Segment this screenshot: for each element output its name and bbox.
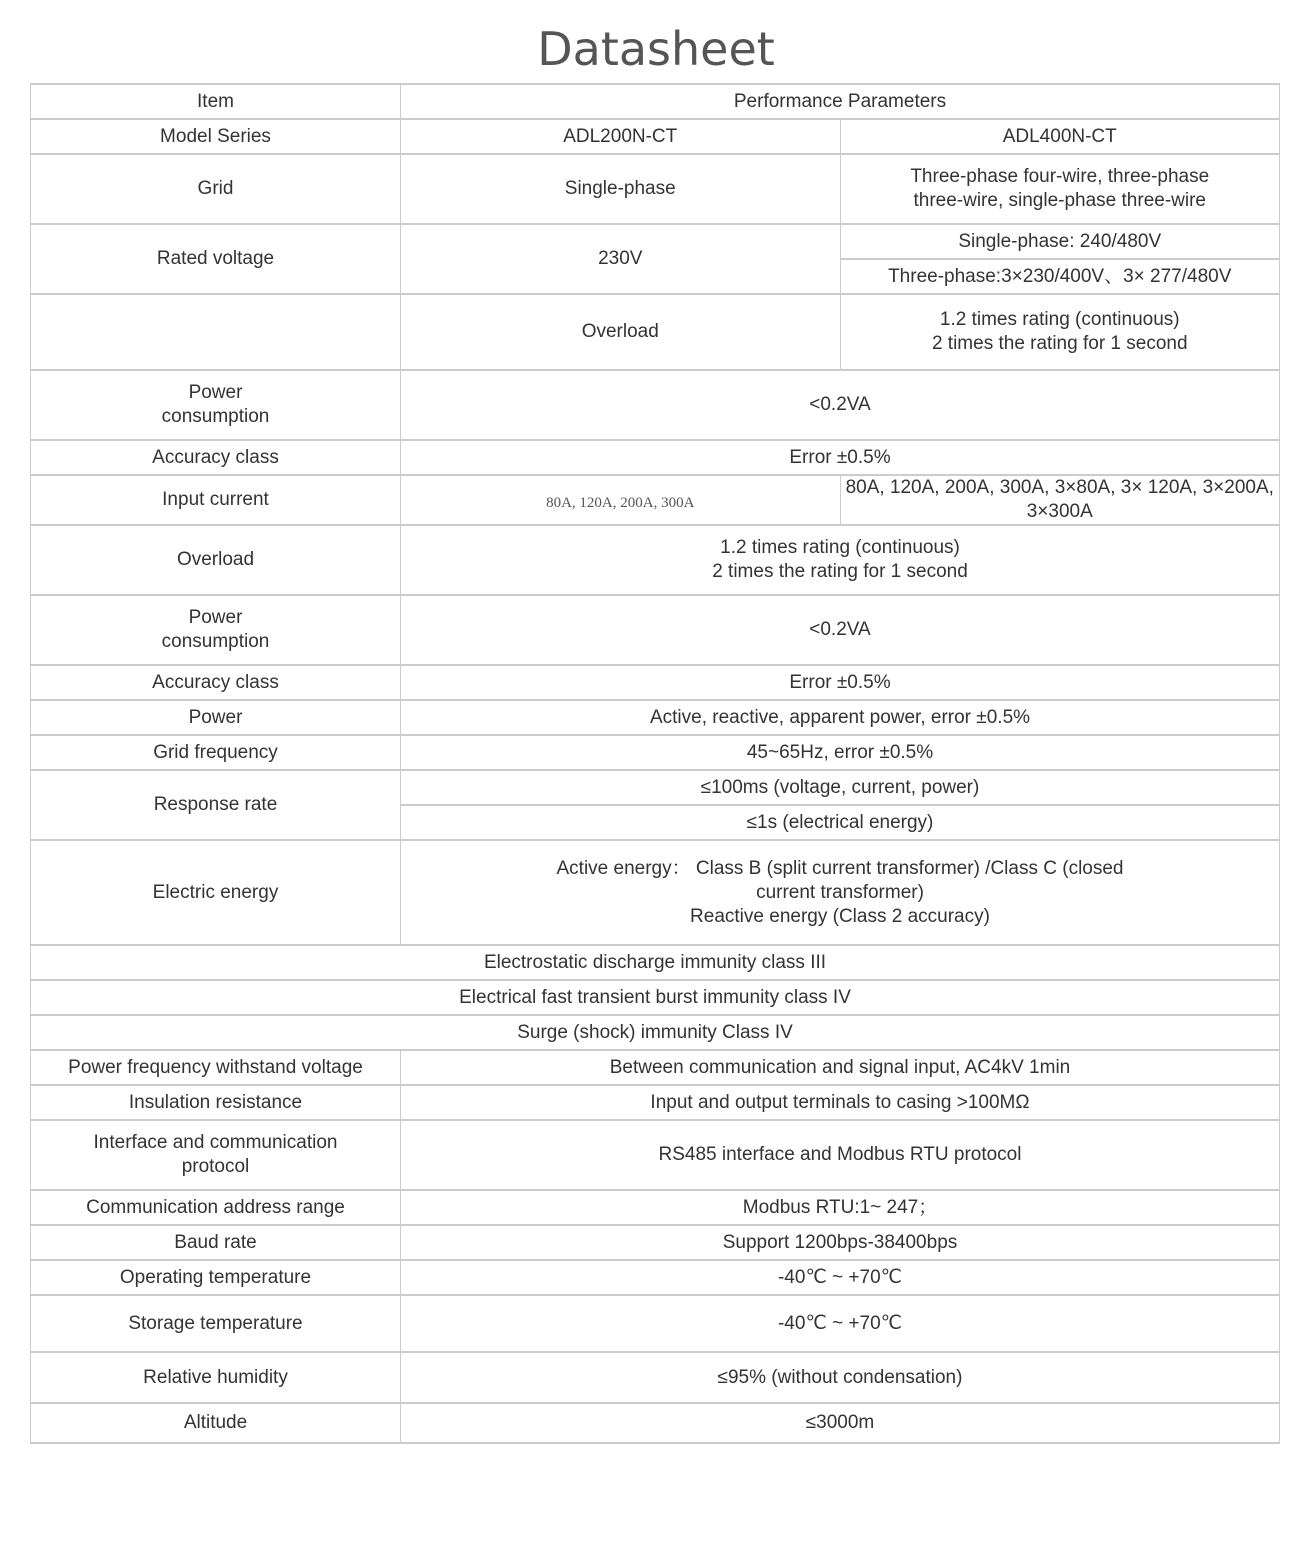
row-label: Model Series [31,119,401,154]
row-label: Accuracy class [31,665,401,700]
row-label: Grid [31,154,401,224]
row-label-text: Interface and communication protocol [93,1132,338,1177]
table-row-overload-current [31,525,1280,595]
row-label: Relative humidity [31,1352,401,1403]
table-row-model [31,119,1280,154]
row-value: Support 1200bps-38400bps [401,1225,1280,1260]
rated-voltage-adl200: 230V [401,224,841,294]
row-label: Insulation resistance [31,1085,401,1120]
row-value: <0.2VA [401,595,1280,665]
table-row-power-consumption-v [31,370,1280,440]
row-label: Operating temperature [31,1260,401,1295]
row-label: Accuracy class [31,440,401,475]
row-label: Overload [31,525,401,595]
row-label: Baud rate [31,1225,401,1260]
row-value [401,525,1280,595]
overload-line-1: 1.2 times rating (continuous) [939,309,1180,330]
header-item: Item [31,84,401,119]
row-value: RS485 interface and Modbus RTU protocol [401,1120,1280,1190]
row-value: Between communication and signal input, AC4kV 1min [401,1050,1280,1085]
row-value: Error ±0.5% [401,665,1280,700]
header-params: Performance Parameters [401,84,1280,119]
row-label [31,294,401,370]
electric-energy-line-1: Active energy： Class B (split current transformer) /Class C (closed current transformer) [556,857,1124,903]
row-value [401,840,1280,945]
row-value: ≤3000m [401,1403,1280,1443]
page-title: Datasheet [537,22,775,76]
input-current-adl200 [401,475,841,525]
row-label: Rated voltage [31,224,401,294]
row-value: Modbus RTU:1~ 247； [401,1190,1280,1225]
table-row-grid [31,154,1280,224]
row-value: Active, reactive, apparent power, error ±0.5% [401,700,1280,735]
emc-surge: Surge (shock) immunity Class IV [31,1015,1280,1050]
row-value: -40℃ ~ +70℃ [401,1260,1280,1295]
grid-adl400 [840,154,1280,224]
table-row-accuracy-i [31,665,1280,700]
table-row [31,1225,1280,1260]
overload-value [840,294,1280,370]
table-row [31,1260,1280,1295]
row-value: 45~65Hz, error ±0.5% [401,735,1280,770]
overload-current-line-2: 2 times the rating for 1 second [712,561,968,582]
table-row-accuracy-v [31,440,1280,475]
row-label: Altitude [31,1403,401,1443]
table-row-emc [31,945,1280,980]
grid-adl200: Single-phase [401,154,841,224]
row-label: Storage temperature [31,1295,401,1352]
datasheet-table [30,83,1280,1444]
electric-energy-line-2: Reactive energy (Class 2 accuracy) [690,905,990,927]
table-row [31,1352,1280,1403]
model-adl200: ADL200N-CT [401,119,841,154]
row-label: Electric energy [31,840,401,945]
row-value: Input and output terminals to casing >100MΩ [401,1085,1280,1120]
table-row-emc [31,1015,1280,1050]
row-value: ≤95% (without condensation) [401,1352,1280,1403]
row-label: Power [31,700,401,735]
row-value: <0.2VA [401,370,1280,440]
table-header-row [31,84,1280,119]
row-value: Error ±0.5% [401,440,1280,475]
table-row-electric-energy [31,840,1280,945]
grid-adl400-text: Three-phase four-wire, three-phase three-wire, single-phase three-wire [910,166,1210,211]
row-label: Response rate [31,770,401,840]
table-row [31,1295,1280,1352]
row-label [31,370,401,440]
row-label [31,595,401,665]
table-row-input-current [31,475,1280,525]
rated-voltage-three: Three-phase:3×230/400V、3× 277/480V [840,259,1280,294]
input-current-adl200-text: 80A, 120A, 200A, 300A [546,494,695,511]
row-label-text: Power consumption [161,382,270,427]
table-row-rated-voltage [31,224,1280,259]
table-row-grid-frequency [31,735,1280,770]
table-row-response-rate [31,770,1280,805]
row-label-text: Power consumption [161,607,270,652]
row-label [31,1120,401,1190]
overload-line-2: 2 times the rating for 1 second [931,333,1188,354]
table-row-overload-voltage [31,294,1280,370]
overload-label: Overload [401,294,841,370]
rated-voltage-single: Single-phase: 240/480V [840,224,1280,259]
table-row [31,1050,1280,1085]
emc-esd: Electrostatic discharge immunity class III [31,945,1280,980]
response-rate-2: ≤1s (electrical energy) [401,805,1280,840]
row-label: Grid frequency [31,735,401,770]
row-label: Input current [31,475,401,525]
table-row-power [31,700,1280,735]
row-label: Power frequency withstand voltage [31,1050,401,1085]
table-row [31,1403,1280,1443]
model-adl400: ADL400N-CT [840,119,1280,154]
table-row [31,1120,1280,1190]
table-row [31,1190,1280,1225]
table-row-emc [31,980,1280,1015]
overload-current-line-1: 1.2 times rating (continuous) [720,537,960,558]
table-row [31,1085,1280,1120]
input-current-adl400: 80A, 120A, 200A, 300A, 3×80A, 3× 120A, 3×200A, 3×300A [840,475,1280,525]
row-value: -40℃ ~ +70℃ [401,1295,1280,1352]
row-label: Communication address range [31,1190,401,1225]
table-row-power-consumption-i [31,595,1280,665]
emc-eft: Electrical fast transient burst immunity class IV [31,980,1280,1015]
response-rate-1: ≤100ms (voltage, current, power) [401,770,1280,805]
